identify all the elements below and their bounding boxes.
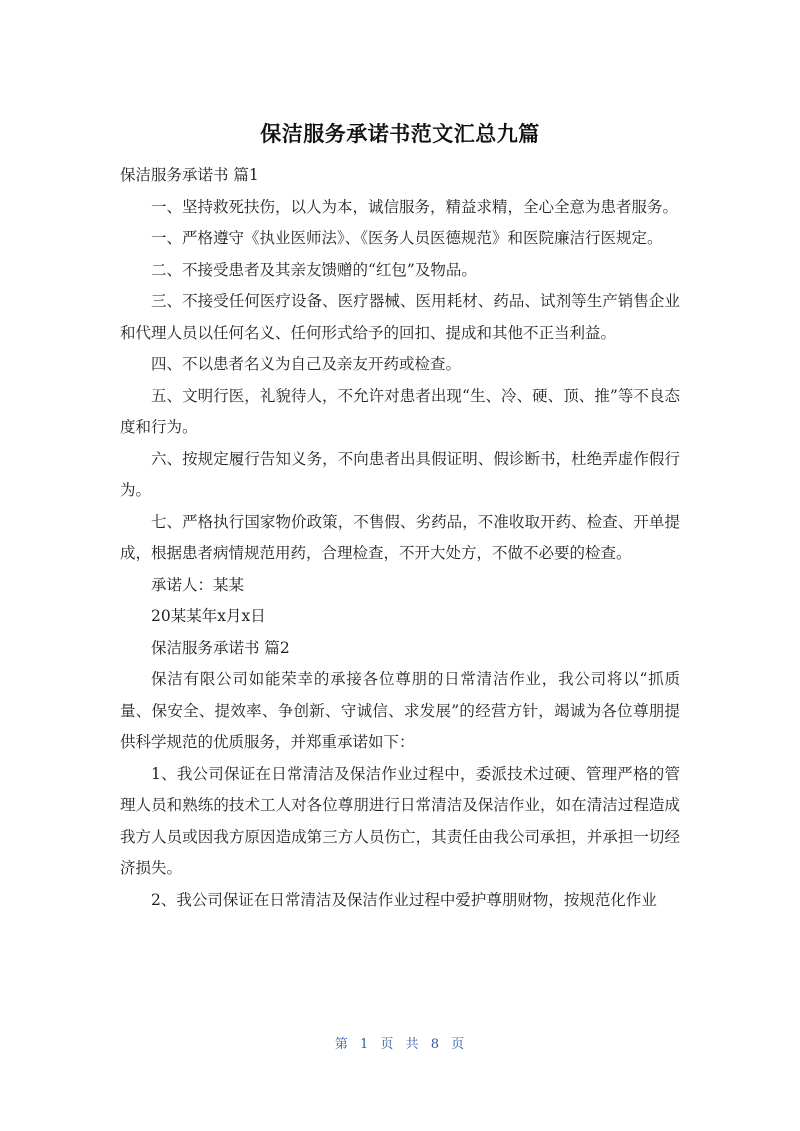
section2-heading: 保洁服务承诺书 篇2	[151, 638, 290, 657]
section1-item-5: 四、不以患者名义为自己及亲友开药或检查。	[151, 355, 462, 373]
section1-item-7: 六、按规定履行告知义务，不向患者出具假证明、假诊断书，杜绝弄虚作假行为。	[120, 449, 680, 499]
promiser-line: 承诺人：某某	[151, 575, 245, 594]
section2-item-2: 2、我公司保证在日常清洁及保洁作业过程中爱护尊朋财物，按规范化作业	[151, 890, 657, 909]
section2-intro: 保洁有限公司如能荣幸的承接各位尊朋的日常清洁作业，我公司将以“抓质量、保安全、提效率、争创新、守诚信、求发展”的经营方针，竭诚为各位尊朋提供科学规范的优质服务，并郑重承诺如下：	[120, 670, 680, 751]
section1-item-4: 三、不接受任何医疗设备、医疗器械、医用耗材、药品、试剂等生产销售企业和代理人员以任何名义、任何形式给予的回扣、提成和其他不正当利益。	[120, 292, 680, 342]
section1-item-1: 一、坚持救死扶伤，以人为本，诚信服务，精益求精，全心全意为患者服务。	[151, 197, 679, 216]
section1-heading: 保洁服务承诺书 篇1	[120, 166, 259, 184]
document-body	[120, 160, 680, 916]
section2-item-1: 1、我公司保证在日常清洁及保洁作业过程中，委派技术过硬、管理严格的管理人员和熟练的技术工人对各位尊朋进行日常清洁及保洁作业，如在清洁过程造成我方人员或因我方原因造成第三方人员伤亡，其责任由我公司承担，并承担一切经济损失。	[120, 764, 680, 877]
section1-item-3: 二、不接受患者及其亲友馈赠的“红包”及物品。	[151, 260, 477, 279]
document-title: 保洁服务承诺书范文汇总九篇	[260, 121, 540, 146]
date-line: 20某某年x月x日	[151, 607, 266, 625]
page-number-footer: 第 1 页 共 8 页	[334, 1037, 466, 1052]
section1-item-2: 一、严格遵守《执业医师法》、《医务人员医德规范》和医院廉洁行医规定。	[151, 229, 663, 247]
section1-item-6: 五、文明行医，礼貌待人，不允许对患者出现“生、冷、硬、顶、推”等不良态度和行为。	[120, 386, 680, 436]
section1-item-8: 七、严格执行国家物价政策，不售假、劣药品，不准收取开药、检查、开单提成，根据患者病情规范用药，合理检查，不开大处方，不做不必要的检查。	[120, 512, 680, 562]
